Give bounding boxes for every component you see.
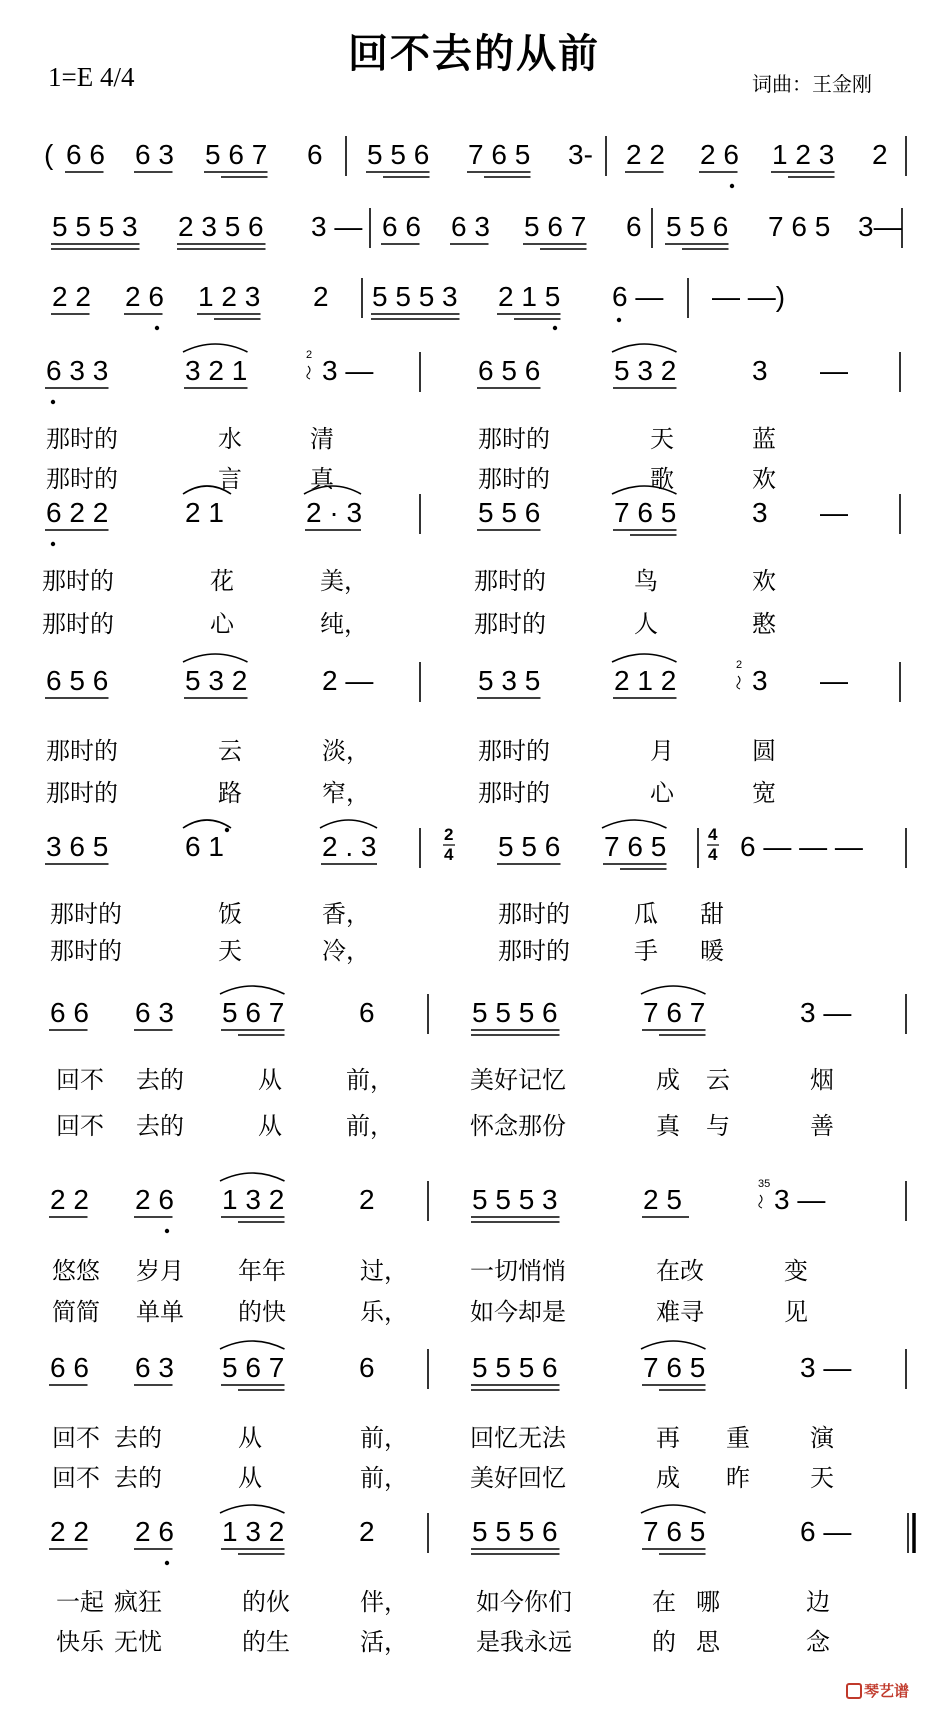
- song-title: 回不去的从前: [348, 30, 600, 77]
- lyric-word: 怀念那份: [470, 1112, 566, 1140]
- lyric-word: 过，: [360, 1257, 408, 1285]
- lyric-word: 变: [784, 1257, 808, 1285]
- note-group: 2 6: [700, 139, 739, 170]
- lyric-word: 的生: [242, 1628, 290, 1656]
- note-group: 2 6: [135, 1516, 174, 1547]
- lyric-word: 圆: [752, 737, 776, 765]
- lyric-word: 年年: [238, 1257, 286, 1285]
- note-group: 5 6 7: [222, 1352, 285, 1383]
- lyric-word: 哪: [696, 1588, 720, 1616]
- note-group: 2: [313, 281, 329, 312]
- lyric-word: 无忧: [114, 1628, 162, 1656]
- lyric-word: 那时的: [478, 737, 550, 765]
- note-group: 2 1: [185, 497, 224, 528]
- lyric-word: 简简: [52, 1298, 100, 1326]
- note-group: 1 3 2: [222, 1184, 285, 1215]
- lyric-word: 天: [650, 425, 674, 453]
- octave-dot-low: [51, 542, 55, 546]
- note-group: 6 —: [800, 1516, 852, 1547]
- slur-arc: [183, 654, 248, 662]
- grace-note: 35: [758, 1178, 771, 1190]
- note-group: 5 6 7: [205, 139, 268, 170]
- note-group: 5 5 6: [478, 497, 541, 528]
- grace-hook: [737, 676, 740, 689]
- qinyi-logo-icon: [846, 1683, 862, 1699]
- lyric-word: 那时的: [478, 779, 550, 807]
- lyric-word: 那时的: [46, 737, 118, 765]
- note-group: 5 5 6: [367, 139, 430, 170]
- note-group: 2 · 3: [306, 497, 363, 528]
- grace-note: 2: [736, 659, 743, 671]
- lyric-word: 饭: [218, 900, 242, 928]
- lyric-word: 去的: [136, 1066, 184, 1094]
- note-group: 2 6: [135, 1184, 174, 1215]
- lyric-word: 水: [218, 425, 242, 453]
- note-group: 6 2 2: [46, 497, 109, 528]
- note-group: 2 2: [50, 1184, 89, 1215]
- lyric-word: 善: [810, 1112, 834, 1140]
- grace-hook: [307, 366, 310, 379]
- note-group: 1 2 3: [198, 281, 261, 312]
- lyric-word: 快乐: [56, 1628, 104, 1656]
- note-group: 6 6: [66, 139, 105, 170]
- note-group: —: [820, 497, 848, 528]
- note-group: 2 5: [643, 1184, 682, 1215]
- lyric-word: 那时的: [474, 567, 546, 595]
- lyric-word: 蓝: [752, 425, 776, 453]
- octave-dot-high: [225, 828, 229, 832]
- lyric-word: 窄，: [322, 779, 370, 807]
- lyric-word: 回忆无法: [470, 1424, 566, 1452]
- note-group: 5 6 7: [222, 997, 285, 1028]
- lyric-word: 那时的: [46, 425, 118, 453]
- lyric-word: 清: [310, 425, 334, 453]
- note-group: 6 5 6: [46, 665, 109, 696]
- note-group: 2 . 3: [322, 831, 377, 862]
- lyric-word: 云: [218, 737, 242, 765]
- lyric-word: 回不: [52, 1464, 100, 1492]
- lyric-word: 那时的: [478, 465, 550, 493]
- lyric-word: 念: [806, 1628, 830, 1656]
- slur-arc: [220, 1341, 285, 1349]
- lyric-word: 从: [258, 1066, 282, 1094]
- note-group: 5 5 6: [498, 831, 561, 862]
- lyric-word: 的: [652, 1628, 676, 1656]
- lyric-word: 云: [706, 1066, 730, 1094]
- note-group: 5 3 2: [185, 665, 248, 696]
- lyric-word: 月: [650, 737, 674, 765]
- lyric-word: 演: [810, 1424, 834, 1452]
- note-group: 5 3 5: [478, 665, 541, 696]
- lyric-word: 鸟: [634, 567, 658, 595]
- lyric-word: 言: [218, 465, 242, 493]
- lyric-word: 心: [650, 779, 674, 807]
- lyric-word: 欢: [752, 465, 776, 493]
- lyric-word: 天: [218, 937, 242, 965]
- note-group: —: [820, 355, 848, 386]
- slur-arc: [612, 654, 677, 662]
- note-group: 7 6 5: [468, 139, 531, 170]
- note-group: 7 6 5: [643, 1516, 706, 1547]
- note-group: —: [820, 665, 848, 696]
- note-group: 3 —: [311, 211, 363, 242]
- lyric-word: 前，: [346, 1112, 394, 1140]
- note-group: 1 2 3: [772, 139, 835, 170]
- lyric-word: 难寻: [656, 1298, 704, 1326]
- slur-arc: [183, 344, 248, 352]
- note-group: 3—: [858, 211, 902, 242]
- lyric-word: 回不: [52, 1424, 100, 1452]
- note-group: 3 6 5: [46, 831, 109, 862]
- lyric-word: 的快: [238, 1298, 286, 1326]
- slur-arc: [641, 1505, 706, 1513]
- lyric-word: 淡，: [322, 737, 370, 765]
- lyric-word: 去的: [114, 1464, 162, 1492]
- lyric-word: 去的: [136, 1112, 184, 1140]
- octave-dot-low: [165, 1229, 169, 1233]
- note-group: 2: [359, 1516, 375, 1547]
- note-group: 2 2: [52, 281, 91, 312]
- note-group: 2: [872, 139, 888, 170]
- lyric-word: 那时的: [50, 900, 122, 928]
- key-signature: 1=E 4/4: [48, 62, 135, 92]
- note-group: 3 —: [322, 355, 374, 386]
- lyric-word: 去的: [114, 1424, 162, 1452]
- lyric-word: 欢: [752, 567, 776, 595]
- lyric-word: 一切悄悄: [470, 1257, 566, 1285]
- lyric-word: 花: [210, 567, 234, 595]
- lyric-word: 成: [656, 1066, 680, 1094]
- note-group: 6 3 3: [46, 355, 109, 386]
- lyric-word: 那时的: [46, 779, 118, 807]
- note-group: 5 5 5 3: [472, 1184, 558, 1215]
- lyric-word: 冷，: [322, 937, 370, 965]
- lyric-word: 疯狂: [114, 1588, 162, 1616]
- lyric-word: 边: [806, 1588, 830, 1616]
- lyric-word: 从: [238, 1424, 262, 1452]
- grace-note: 2: [306, 349, 313, 361]
- lyric-word: 如今你们: [476, 1588, 572, 1616]
- lyric-word: 那时的: [474, 610, 546, 638]
- lyric-word: 瓜: [634, 900, 658, 928]
- lyric-word: 成: [656, 1464, 680, 1492]
- lyric-word: 那时的: [498, 900, 570, 928]
- slur-arc: [220, 1173, 285, 1181]
- lyric-word: 前，: [346, 1066, 394, 1094]
- grace-hook: [759, 1195, 762, 1208]
- composer-credit: 词曲：王金刚: [752, 72, 872, 96]
- note-group: 2: [359, 1184, 375, 1215]
- lyric-word: 手: [634, 937, 658, 965]
- lyric-word: 从: [258, 1112, 282, 1140]
- lyric-word: 宽: [752, 779, 776, 807]
- lyric-word: 如今却是: [470, 1298, 566, 1326]
- note-group: (: [44, 139, 54, 170]
- slur-arc: [602, 820, 667, 828]
- lyric-word: 岁月: [136, 1257, 184, 1285]
- note-group: 3 2 1: [185, 355, 248, 386]
- note-group: 3: [752, 497, 768, 528]
- octave-dot-low: [155, 326, 159, 330]
- lyric-word: 从: [238, 1464, 262, 1492]
- note-group: 7 6 5: [643, 1352, 706, 1383]
- lyric-word: 在: [652, 1588, 676, 1616]
- lyric-word: 是我永远: [476, 1628, 572, 1656]
- lyric-word: 美好记忆: [470, 1066, 566, 1094]
- watermark: [846, 1680, 909, 1701]
- lyric-word: 真: [656, 1112, 680, 1140]
- octave-dot-low: [617, 318, 621, 322]
- note-group: 6: [359, 1352, 375, 1383]
- lyric-word: 人: [634, 610, 658, 638]
- lyric-word: 单单: [136, 1298, 184, 1326]
- lyric-word: 思: [696, 1628, 720, 1656]
- note-group: 6 1: [185, 831, 224, 862]
- octave-dot-low: [51, 400, 55, 404]
- lyric-word: 乐，: [360, 1298, 408, 1326]
- lyric-word: 前，: [360, 1464, 408, 1492]
- lyric-word: 路: [218, 779, 242, 807]
- note-group: 2 1 2: [614, 665, 677, 696]
- lyric-word: 伴，: [360, 1588, 408, 1616]
- lyric-word: 那时的: [478, 425, 550, 453]
- note-group: 5 5 5 6: [472, 1352, 558, 1383]
- note-group: — —): [712, 281, 786, 312]
- note-group: 7 6 5: [614, 497, 677, 528]
- note-group: 3 —: [774, 1184, 826, 1215]
- note-group: 7 6 5: [768, 211, 831, 242]
- lyric-word: 重: [726, 1424, 750, 1452]
- lyric-word: 歌: [650, 465, 674, 493]
- note-group: 6 —: [612, 281, 664, 312]
- note-group: 7 6 5: [604, 831, 667, 862]
- note-group: 3: [752, 355, 768, 386]
- lyric-word: 悠悠: [52, 1257, 100, 1285]
- lyric-word: 憨: [752, 610, 776, 638]
- slur-arc: [320, 820, 377, 828]
- note-group: 7 6 7: [643, 997, 706, 1028]
- slur-arc: [183, 820, 231, 828]
- note-group: 3 —: [800, 997, 852, 1028]
- lyric-word: 心: [210, 610, 234, 638]
- lyric-word: 那时的: [50, 937, 122, 965]
- lyric-word: 天: [810, 1464, 834, 1492]
- lyric-word: 的伙: [242, 1588, 290, 1616]
- octave-dot-low: [165, 1561, 169, 1565]
- note-group: 2 6: [125, 281, 164, 312]
- lyric-word: 甜: [700, 900, 724, 928]
- note-group: 6 6: [50, 997, 89, 1028]
- lyric-word: 那时的: [42, 567, 114, 595]
- time-signature-bottom: 4: [444, 845, 454, 864]
- note-group: 6 6: [382, 211, 421, 242]
- note-group: 5 5 5 6: [472, 1516, 558, 1547]
- note-group: 5 3 2: [614, 355, 677, 386]
- note-group: 5 5 6: [666, 211, 729, 242]
- note-group: 6: [359, 997, 375, 1028]
- note-group: 2 2: [626, 139, 665, 170]
- octave-dot-low: [553, 326, 557, 330]
- lyric-word: 昨: [726, 1464, 750, 1492]
- note-group: 6 6: [50, 1352, 89, 1383]
- note-group: 6 5 6: [478, 355, 541, 386]
- time-signature-bottom: 4: [708, 845, 718, 864]
- note-group: 3 —: [800, 1352, 852, 1383]
- note-group: 6 3: [451, 211, 490, 242]
- note-group: 3: [752, 665, 768, 696]
- note-group: 6: [626, 211, 642, 242]
- slur-arc: [220, 986, 285, 994]
- slur-arc: [641, 986, 706, 994]
- lyric-word: 在改: [656, 1257, 704, 1285]
- lyric-word: 烟: [810, 1066, 834, 1094]
- lyric-word: 活，: [360, 1628, 408, 1656]
- lyric-word: 那时的: [498, 937, 570, 965]
- lyric-word: 美，: [320, 567, 368, 595]
- note-group: 3-: [568, 139, 593, 170]
- lyric-word: 真: [310, 465, 334, 493]
- note-group: 2 —: [322, 665, 374, 696]
- lyric-word: 见: [784, 1298, 808, 1326]
- lyric-word: 香，: [322, 900, 370, 928]
- note-group: 6 3: [135, 139, 174, 170]
- lyric-word: 一起: [56, 1588, 104, 1616]
- note-group: 5 5 5 6: [472, 997, 558, 1028]
- note-group: 5 5 5 3: [52, 211, 138, 242]
- note-group: 6 3: [135, 997, 174, 1028]
- lyric-word: 回不: [56, 1112, 104, 1140]
- note-group: 6: [307, 139, 323, 170]
- lyric-word: 与: [706, 1112, 730, 1140]
- watermark-text: 琴艺谱: [864, 1682, 910, 1700]
- slur-arc: [612, 344, 677, 352]
- note-group: 2 2: [50, 1516, 89, 1547]
- note-group: 5 5 5 3: [372, 281, 458, 312]
- note-group: 5 6 7: [524, 211, 587, 242]
- lyric-word: 回不: [56, 1066, 104, 1094]
- lyric-word: 那时的: [46, 465, 118, 493]
- note-group: 6 3: [135, 1352, 174, 1383]
- lyric-word: 纯，: [320, 610, 368, 638]
- octave-dot-low: [730, 184, 734, 188]
- slur-arc: [220, 1505, 285, 1513]
- note-group: 6 — — —: [740, 831, 863, 862]
- note-group: 1 3 2: [222, 1516, 285, 1547]
- lyric-word: 那时的: [42, 610, 114, 638]
- time-signature-top: 4: [708, 825, 718, 844]
- note-group: 2 3 5 6: [178, 211, 264, 242]
- lyric-word: 再: [656, 1424, 680, 1452]
- lyric-word: 前，: [360, 1424, 408, 1452]
- slur-arc: [641, 1341, 706, 1349]
- note-group: 2 1 5: [498, 281, 561, 312]
- time-signature-top: 2: [444, 825, 454, 844]
- lyric-word: 美好回忆: [470, 1464, 566, 1492]
- lyric-word: 暖: [700, 937, 724, 965]
